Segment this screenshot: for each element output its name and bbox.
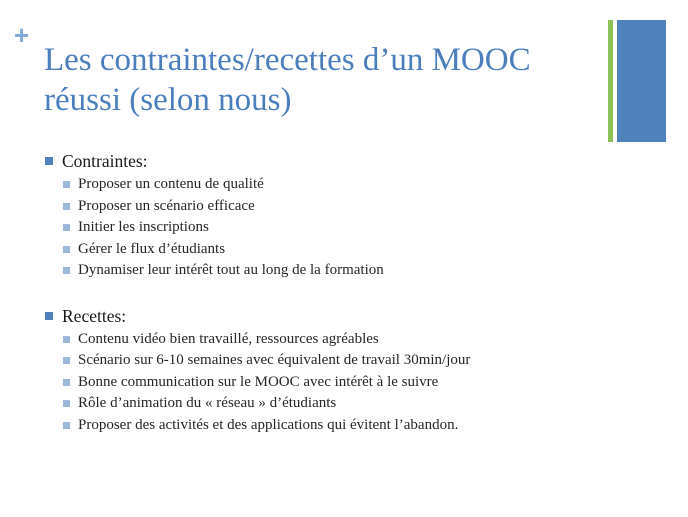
square-bullet-icon [63,379,70,386]
list-item-text: Bonne communication sur le MOOC avec intérêt à le suivre [78,373,439,390]
list-item [44,393,644,415]
section-contraintes [44,150,644,282]
bullet-list [44,174,644,282]
list-item [44,174,644,196]
square-bullet-icon [63,181,70,188]
square-bullet-icon [63,400,70,407]
decorative-green-bar [608,20,613,142]
square-bullet-icon [63,336,70,343]
slide-body [44,150,644,436]
list-item-text: Initier les inscriptions [78,219,209,235]
square-bullet-icon [63,422,70,429]
list-item [44,372,644,394]
bullet-list [44,329,644,437]
list-item [44,217,644,239]
plus-icon: + [14,20,30,50]
slide-title [44,40,584,120]
list-item-text: Contenu vidéo bien travaillé, ressources agréables [78,330,379,347]
square-bullet-icon [45,312,53,320]
square-bullet-icon [45,157,53,165]
list-item [44,260,644,282]
list-item-text: Gérer le flux d’étudiants [78,240,226,257]
list-item-text: Proposer un contenu de qualité [78,176,264,192]
square-bullet-icon [63,203,70,210]
square-bullet-icon [63,246,70,253]
slide-title-line-2: réussi (selon nous) [44,82,292,118]
list-item [44,350,644,372]
section-heading [44,150,644,172]
list-item-text: Proposer un scénario efficace [78,197,255,214]
square-bullet-icon [63,224,70,231]
list-item-text: Dynamiser leur intérêt tout au long de la formation [78,262,384,278]
section-heading-text: Contraintes: [62,151,148,171]
list-item [44,329,644,351]
slide-title-line-1: Les contraintes/recettes d’un MOOC [44,42,531,78]
list-item [44,239,644,261]
list-item [44,196,644,218]
section-heading [44,305,644,327]
list-item-text: Rôle d’animation du « réseau » d’étudiants [78,395,337,411]
square-bullet-icon [63,267,70,274]
list-item-text: Proposer des activités et des applications qui évitent l’abandon. [78,416,459,433]
list-item-text: Scénario sur 6-10 semaines avec équivalent de travail 30min/jour [78,352,471,368]
square-bullet-icon [63,357,70,364]
list-item [44,415,644,437]
section-heading-text: Recettes: [62,305,127,326]
decorative-blue-bar [617,20,666,142]
section-recettes [44,305,644,437]
